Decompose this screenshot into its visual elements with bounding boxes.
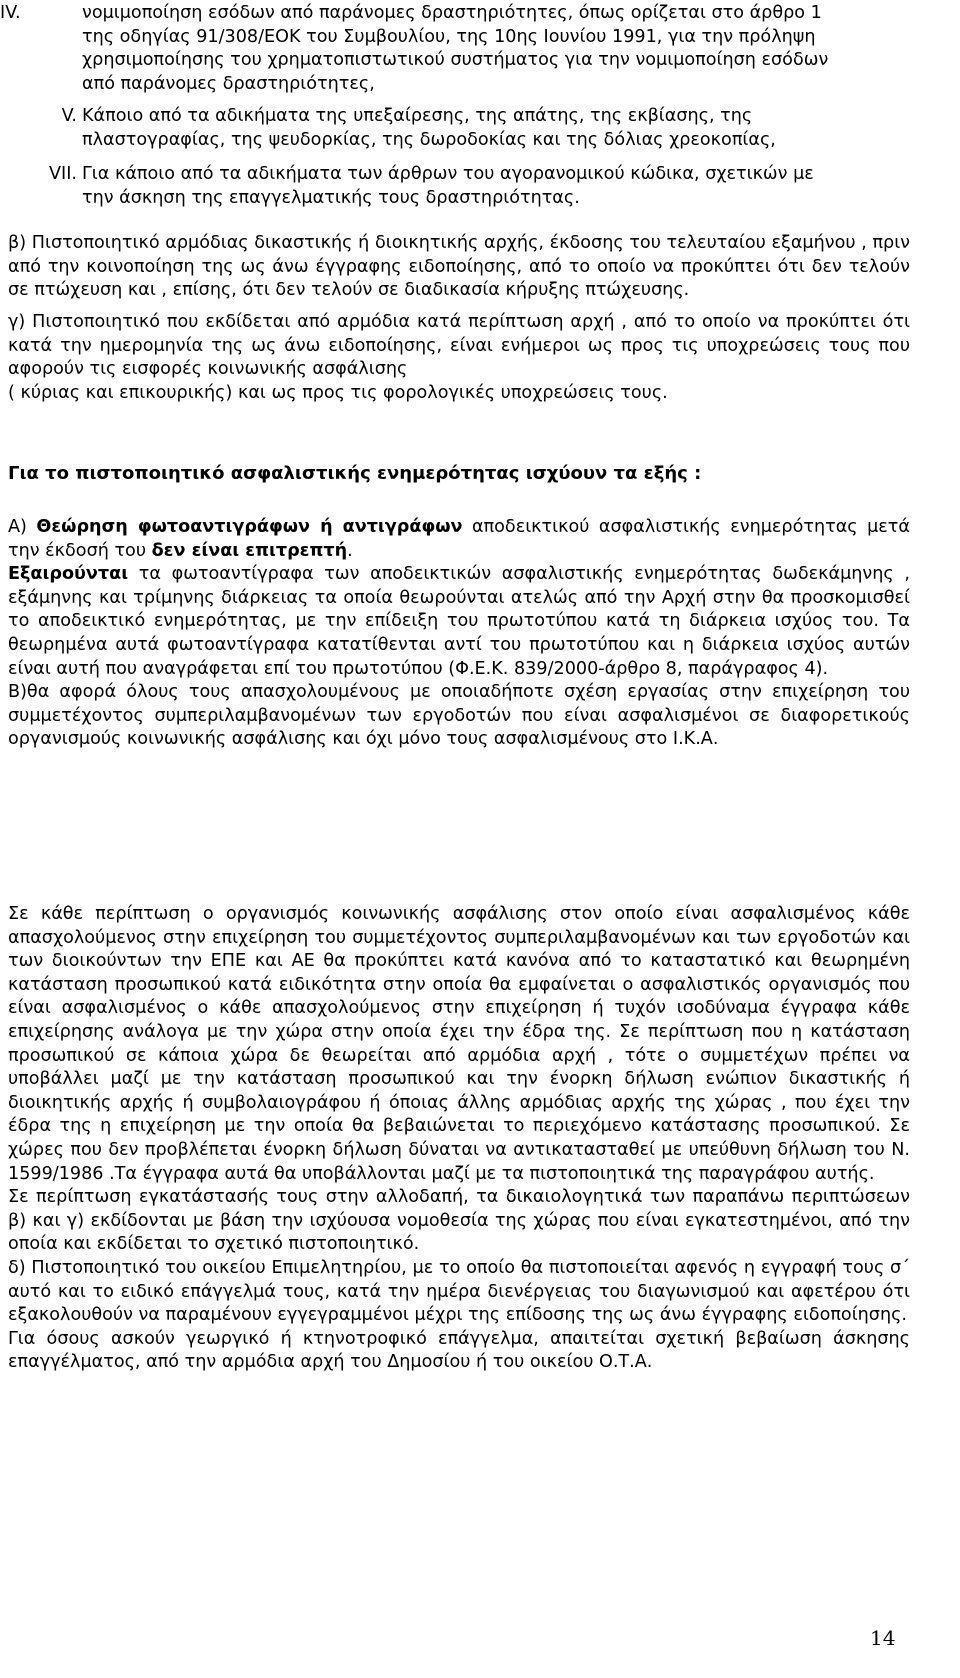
page-number: 14: [870, 1626, 896, 1650]
paragraph-established-text: Σε περίπτωση εγκατάστασής τους στην αλλοδαπή, τα δικαιολογητικά των παραπάνω περιπτώσεων β) και γ) εκδίδονται με βάση την ισχύουσα νομοθεσία της χώρας που είναι εγκατεστημένοι, από την οποία και εκδίδεται το σχετικό πιστοποιητικό.: [8, 1187, 910, 1255]
paragraph-a-bold-1: Θεώρηση φωτοαντιγράφων ή αντιγράφων: [36, 517, 463, 537]
list-numeral: V.: [61, 106, 77, 126]
list-line: πλαστογραφίας, της ψευδορκίας, της δωροδοκίας και της δόλιας χρεοκοπίας,: [82, 129, 776, 150]
paragraph-delta-text: δ) Πιστοποιητικό του οικείου Επιμελητηρίου, με το οποίο θα πιστοποιείται αφενός η εγγραφή τους σ΄ αυτό και το ειδικό επάγγελμά τους, κατά την ημέρα διενέργειας του διαγωνισμού και αφετέρου ότι εξακολουθούν να παραμένουν εγγεγραμμένοι μέχρι της επίδοσης της ως άνω έγγραφης ειδοποίησης.: [8, 1257, 910, 1326]
list-line: νομιμοποίηση εσόδων από παράνομες δραστηριότητες, όπως ορίζεται στο άρθρο 1: [82, 3, 822, 23]
paragraph-each-case-text: Σε κάθε περίπτωση ο οργανισμός κοινωνικής ασφάλισης στον οποίο είναι ασφαλισμένος κάθε απασχολούμενος στην επιχείρηση του συμμετέχοντος συμπεριλαμβανομένων και των εργοδοτών και των διοικούντων την ΕΠΕ και ΑΕ θα προκύπτει κατά κανόνα από το καταστατικό και θεωρημένη κατάσταση προσωπικού κατά ειδικότητα στην οποία θα εμφαίνεται ο ασφαλιστικός οργανισμός που είναι ασφαλισμένος ο κάθε απασχολούμενος στην επιχείρηση ή τυχόν ισοδύναμα έγγραφα κάθε επιχείρησης ανάλογα με την χώρα στην οποία έχει την έδρα της. Σε περίπτωση που η κατάσταση προσωπικού σε κάποια χώρα δε θεωρείται από αρμόδια αρχή , τότε ο συμμετέχων πρέπει να υποβάλλει μαζί με την κατάσταση προσωπικού και την ένορκη δήλωση ενώπιον δικαστικής ή διοικητικής αρχής ή συμβολαιογράφου ή όποιας άλλης αρμόδιας αρχής της χώρας , που έχει την έδρα της η επιχείρηση με την οποία θα βεβαιώνεται το περιεχόμενο κατάστασης προσωπικού. Σε χώρες που δεν προβλέπεται ένορκη δήλωση δύναται να αντικατασταθεί με υπεύθυνη δήλωση του Ν. 1599/1986 .Τα έγγραφα αυτά θα υποβάλλονται μαζί με τα πιστοποιητικά της παραγράφου αυτής.: [8, 904, 910, 1184]
paragraph-beta: [8, 232, 910, 303]
list-item-vii: [0, 163, 910, 211]
paragraph-gamma: [8, 311, 910, 405]
list-text: [82, 163, 910, 210]
list-text: [82, 105, 910, 152]
paragraph-gamma-text: γ) Πιστοποιητικό που εκδίδεται από αρμόδια κατά περίπτωση αρχή , από το οποίο να προκύπτει ότι κατά την ημερομηνία της ως άνω ειδοποίησης, είναι ενήμεροι ως προς τις υποχρεώσεις τους που αφορούν τις εισφορές κοινωνικής ασφάλισης: [8, 312, 910, 380]
list-item-iv: [0, 2, 910, 96]
list-text: [82, 2, 910, 96]
paragraph-b: Β)θα αφορά όλους τους απασχολουμένους με οποιαδήποτε σχέση εργασίας στην επιχείρηση του συμμετέχοντος συμπεριλαμβανομένων των εργοδοτών που είναι ασφαλισμένοι σε διαφορετικούς οργανισμούς κοινωνικής ασφάλισης και όχι μόνο τους ασφαλισμένους στο Ι.Κ.Α.: [8, 682, 910, 750]
paragraph-a-prefix: Α): [8, 517, 37, 537]
paragraph-exception-bold: Εξαιρούνται: [8, 564, 129, 585]
list-line: χρησιμοποίησης του χρηματοπιστωτικού συστήματος για την νομιμοποίηση εσόδων: [82, 50, 829, 71]
paragraph-a: [8, 516, 910, 752]
list-line: Κάποιο από τα αδικήματα της υπεξαίρεσης, της απάτης, της εκβίασης, της: [82, 106, 753, 126]
list-line: την άσκηση της επαγγελματικής τους δραστηριότητας.: [82, 187, 580, 208]
paragraph-a-suffix: .: [347, 540, 353, 561]
list-numeral: IV.: [0, 3, 21, 23]
paragraph-farmers-text: Για όσους ασκούν γεωργικό ή κτηνοτροφικό επάγγελμα, απαιτείται σχετική βεβαίωση άσκησης επαγγέλματος, από την αρμόδια αρχή του Δημοσίου ή του οικείου Ο.Τ.Α.: [8, 1328, 910, 1373]
list-line: Για κάποιο από τα αδικήματα των άρθρων του αγορανομικού κώδικα, σχετικών με: [82, 164, 814, 184]
list-item-v: [0, 105, 910, 153]
paragraph-a-bold-2: δεν είναι επιτρεπτή: [151, 540, 348, 561]
paragraph-beta-text: β) Πιστοποιητικό αρμόδιας δικαστικής ή διοικητικής αρχής, έκδοσης του τελευταίου εξαμήνου , πριν από την κοινοποίηση της ως άνω έγγραφης ειδοποίησης, από το οποίο να προκύπτει ότι δεν τελούν σε πτώχευση και , επίσης, ότι δεν τελούν σε διαδικασία κήρυξης πτώχευσης.: [8, 233, 910, 301]
paragraph-exception-text: τα φωτοαντίγραφα των αποδεικτικών ασφαλιστικής ενημερότητας δωδεκάμηνης , εξάμηνης και τρίμηνης διάρκειας τα οποία θεωρούνται ατελώς από την Αρχή στην θα προσκομισθεί το αποδεικτικό ενημερότητας, με την επίδειξη του πρωτοτύπου κατά τη διάρκεια ισχύος του. Τα θεωρημένα αυτά φωτοαντίγραφα κατατίθενται αντί του πρωτοτύπου και η διάρκεια ισχύος αυτών είναι αυτή που αναγράφεται επί του πρωτοτύπου (Φ.Ε.Κ. 839/2000-άρθρο 8, παράγραφος 4).: [8, 564, 910, 679]
section-heading: Για το πιστοποιητικό ασφαλιστικής ενημερότητας ισχύουν τα εξής :: [8, 463, 702, 484]
paragraph-a-middle: αποδεικτικού ασφαλιστικής ενημερότητας μετά την έκδοσή του: [8, 517, 911, 561]
list-numeral: VII.: [48, 164, 77, 184]
paragraph-exception: [8, 563, 910, 681]
paragraph-gamma-tail: ( κύριας και επικουρικής) και ως προς τις φορολογικές υποχρεώσεις τους.: [8, 382, 668, 403]
paragraph-each-case: [8, 903, 910, 1375]
paragraph-a-text: [8, 516, 910, 563]
list-line: από παράνομες δραστηριότητες,: [82, 73, 375, 94]
list-line: της οδηγίας 91/308/ΕΟΚ του Συμβουλίου, της 10ης Ιουνίου 1991, για την πρόληψη: [82, 26, 816, 47]
